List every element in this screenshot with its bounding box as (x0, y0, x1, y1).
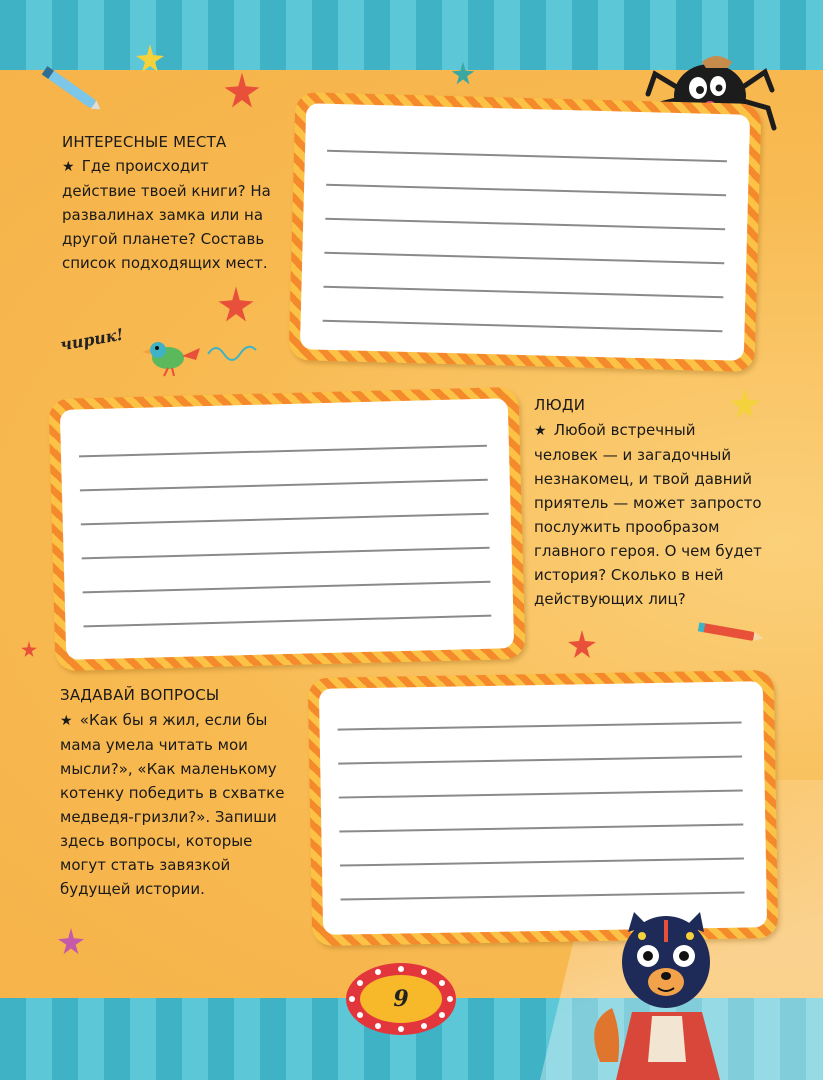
star-bullet-icon: ★ (60, 713, 73, 729)
star-bullet-icon: ★ (62, 159, 75, 175)
pen-icon (36, 62, 106, 118)
writing-box-people (49, 387, 526, 671)
star-decoration-icon (450, 60, 476, 86)
lined-writing-area[interactable] (319, 681, 767, 935)
star-decoration-icon (566, 628, 598, 660)
lined-writing-area[interactable] (300, 103, 750, 361)
writing-box-places (289, 92, 762, 372)
star-decoration-icon (20, 640, 38, 658)
star-decoration-icon (222, 70, 262, 110)
bird-icon (138, 334, 208, 378)
section-heading-questions: ЗАДАВАЙ ВОПРОСЫ (60, 686, 220, 704)
lined-writing-area[interactable] (60, 398, 514, 660)
section-heading-people: ЛЮДИ (534, 396, 586, 414)
section-text-people: ★ Любой встречный человек — и загадочный незнакомец, и твой давний приятель — может запросто послужить прообразом главного героя. О чем будет история? Сколько в ней действующих лиц? (534, 421, 762, 608)
star-decoration-icon (216, 284, 256, 324)
page-number-badge (346, 963, 456, 1035)
star-decoration-icon (134, 42, 166, 74)
masked-cat-icon (582, 912, 742, 1080)
star-decoration-icon (728, 386, 762, 420)
section-text-questions: ★ «Как бы я жил, если бы мама умела читать мои мысли?», «Как маленькому котенку победить в схватке медведя-гризли?». Запиши здесь вопросы, которые могут стать завязкой будущей истории. (60, 711, 285, 898)
star-bullet-icon: ★ (534, 423, 547, 439)
section-heading-places: ИНТЕРЕСНЫЕ МЕСТА (62, 133, 227, 151)
star-decoration-icon (56, 926, 86, 956)
pencil-icon (696, 618, 766, 648)
bird-sound-label: чирик! (58, 324, 125, 355)
swirl-decoration-icon (206, 340, 262, 366)
page-number: 9 (360, 975, 442, 1023)
writing-box-questions (308, 670, 779, 946)
section-text-places: ★ Где происходит действие твоей книги? На развалинах замка или на другой планете? Составь список подходящих мест. (62, 157, 271, 272)
